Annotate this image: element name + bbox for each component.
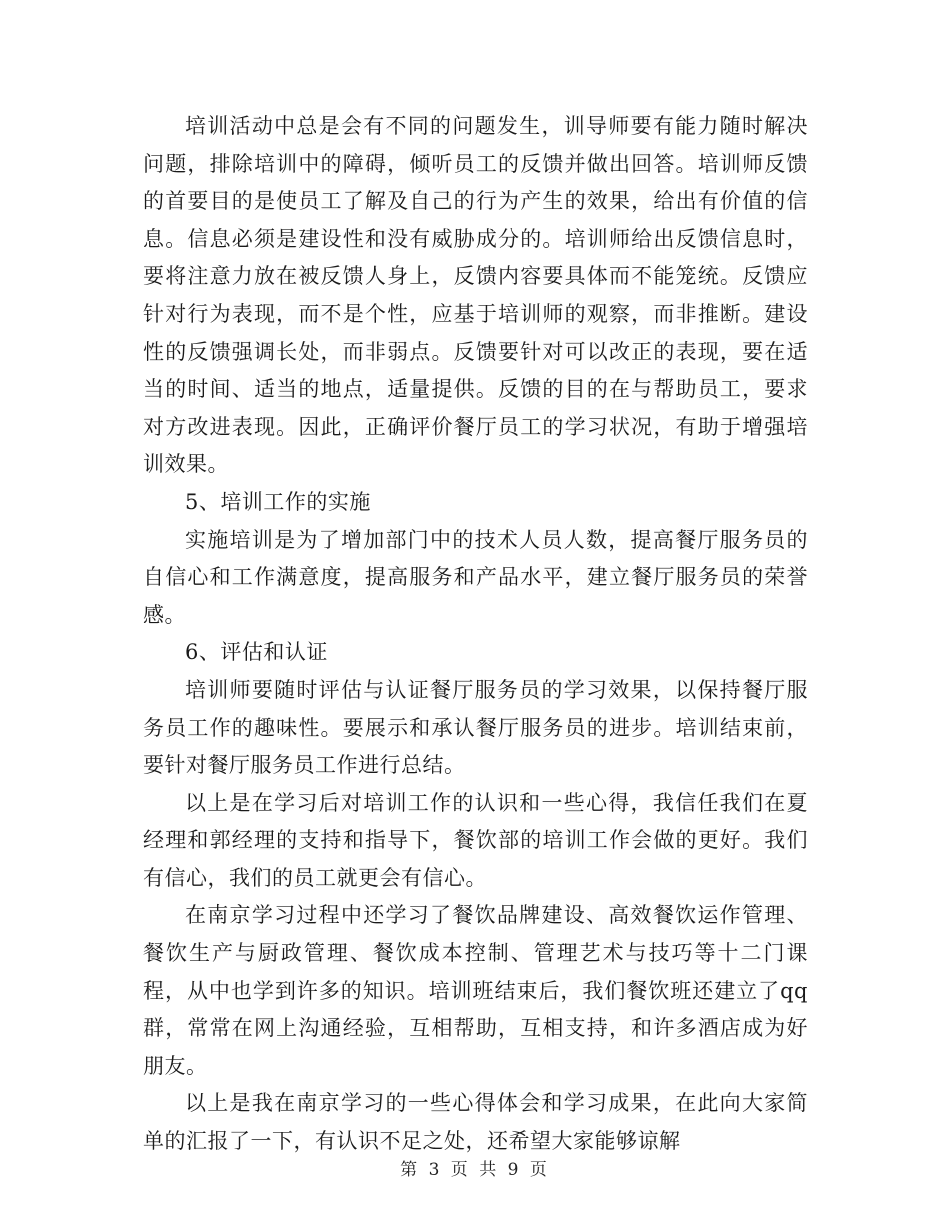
section-heading-implementation: 5、培训工作的实施 bbox=[185, 489, 371, 514]
section-heading-evaluation: 6、评估和认证 bbox=[185, 640, 328, 665]
paragraph-evaluation: 培训师要随时评估与认证餐厅服务员的学习效果，以保持餐厅服务员工作的趣味性。要展示和承认餐厅服务员的进步。培训结束前，要针对餐厅服务员工作进行总结。 bbox=[143, 677, 808, 778]
document-body bbox=[143, 108, 808, 1161]
paragraph-implementation: 实施培训是为了增加部门中的技术人员人数，提高餐厅服务员的自信心和工作满意度，提高服务和产品水平，建立餐厅服务员的荣誉感。 bbox=[143, 527, 808, 627]
paragraph-feedback: 培训活动中总是会有不同的问题发生，训导师要有能力随时解决问题，排除培训中的障碍，倾听员工的反馈并做出回答。培训师反馈的首要目的是使员工了解及自己的行为产生的效果，给出有价值的信息。信息必须是建设性和没有威胁成分的。培训师给出反馈信息时，要将注意力放在被反馈人身上，反馈内容要具体而不能笼统。反馈应针对行为表现，而不是个性，应基于培训师的观察，而非推断。建设性的反馈强调长处，而非弱点。反馈要针对可以改正的表现，要在适当的时间、适当的地点，适量提供。反馈的目的在与帮助员工，要求对方改进表现。因此，正确评价餐厅员工的学习状况，有助于增强培训效果。 bbox=[143, 114, 808, 477]
page-number-footer: 第 3 页 共 9 页 bbox=[400, 1160, 550, 1180]
paragraph-summary: 以上是在学习后对培训工作的认识和一些心得，我信任我们在夏经理和郭经理的支持和指导下，餐饮部的培训工作会做的更好。我们有信心，我们的员工就更会有信心。 bbox=[143, 790, 808, 890]
paragraph-nanjing-courses: 在南京学习过程中还学习了餐饮品牌建设、高效餐饮运作管理、餐饮生产与厨政管理、餐饮成本控制、管理艺术与技巧等十二门课程，从中也学到许多的知识。培训班结束后，我们餐饮班还建立了qq群，常常在网上沟通经验，互相帮助，互相支持，和许多酒店成为好朋友。 bbox=[143, 903, 808, 1078]
paragraph-closing: 以上是我在南京学习的一些心得体会和学习成果，在此向大家简单的汇报了一下，有认识不足之处，还希望大家能够谅解 bbox=[143, 1091, 808, 1154]
